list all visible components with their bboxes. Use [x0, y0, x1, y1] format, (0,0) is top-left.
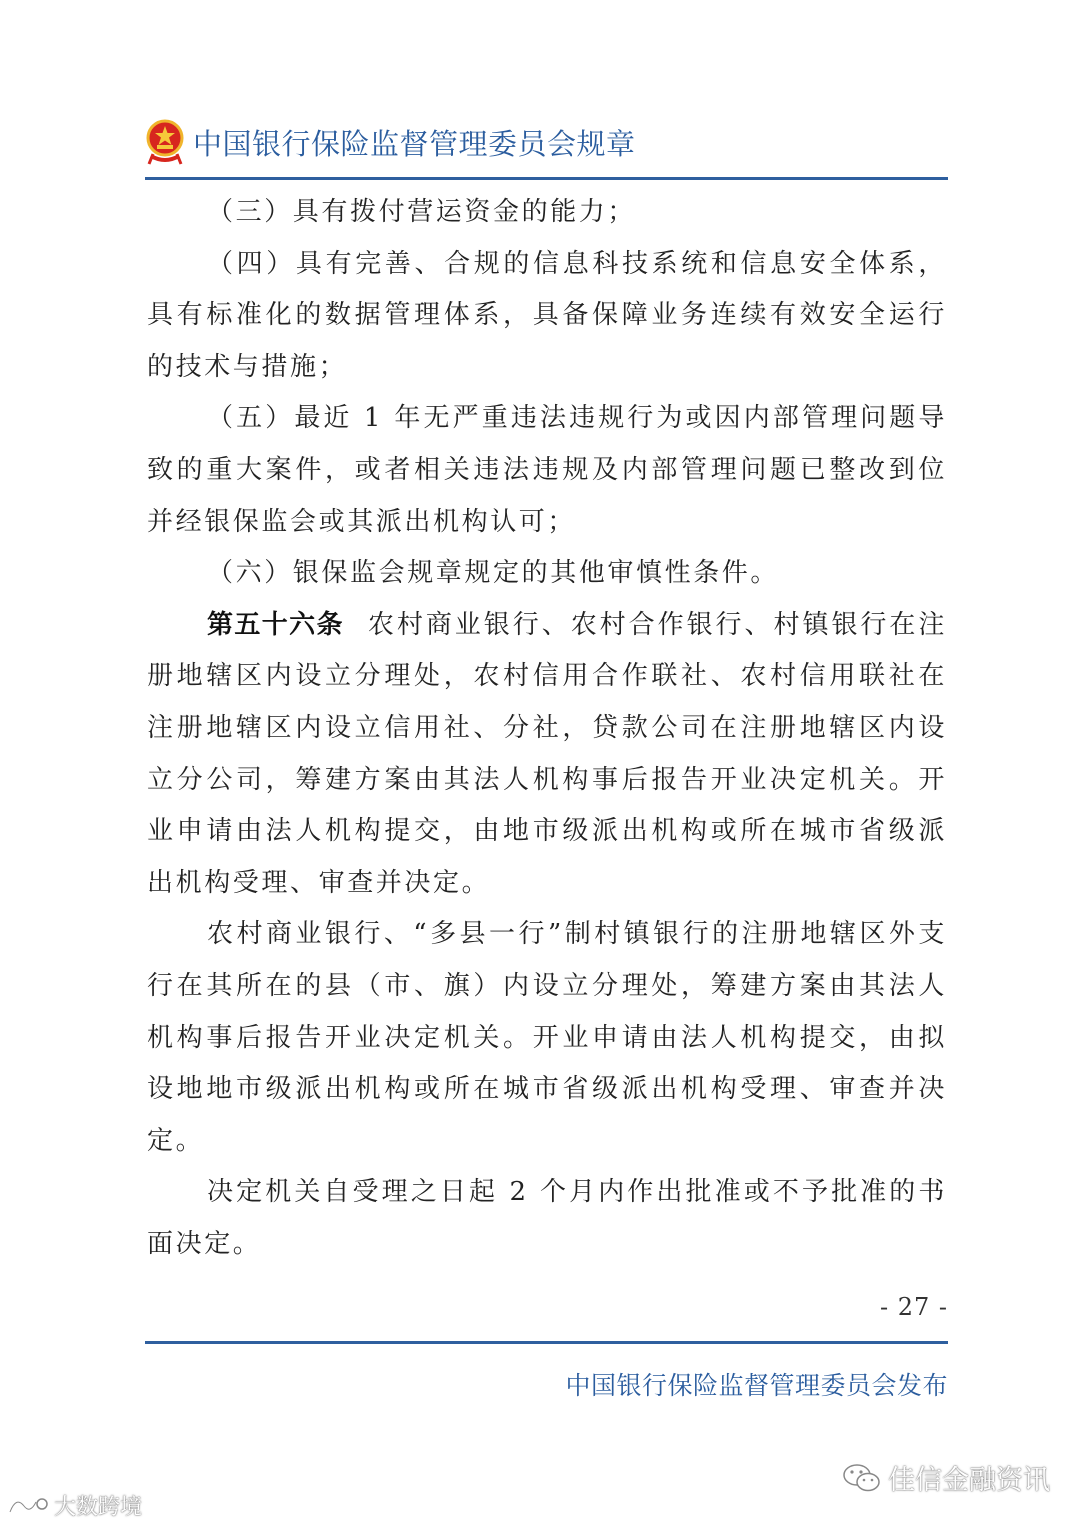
paragraph	[147, 1167, 947, 1270]
paragraph	[147, 909, 947, 1167]
paragraph-text: （三）具有拨付营运资金的能力；	[207, 197, 637, 227]
page-header	[145, 112, 950, 172]
paragraph-text: （六）银保监会规章规定的其他审慎性条件。	[207, 558, 780, 589]
paragraph-text: 农村商业银行、“多县一行”制村镇银行的注册地辖区外支行在其所在的县（市、旗）内设立分理处，筹建方案由其法人机构事后报告开业决定机关。开业申请由法人机构提交，由拟设地地市级派出机构或所在城市省级派出机构受理、审查并决定。	[147, 919, 947, 1156]
wechat-icon	[842, 1461, 882, 1495]
footer-divider	[145, 1341, 948, 1344]
article-paragraph	[147, 600, 947, 910]
paragraph	[147, 239, 947, 394]
footer-publisher: 中国银行保险监督管理委员会发布	[565, 1371, 948, 1400]
paragraph	[147, 548, 947, 600]
header-divider	[145, 177, 948, 180]
watermark-logo-icon	[6, 1492, 50, 1520]
page-number: - 27 -	[879, 1293, 948, 1321]
watermark-right	[842, 1458, 1050, 1497]
national-emblem-icon	[145, 118, 185, 166]
watermark-left-text: 大数跨境	[54, 1495, 143, 1520]
watermark-left	[6, 1490, 142, 1521]
document-body	[147, 187, 947, 1270]
paragraph-text: 决定机关自受理之日起 2 个月内作出批准或不予批准的书面决定。	[147, 1177, 947, 1259]
paragraph-text: （五）最近 1 年无严重违法违规行为或因内部管理问题导致的重大案件，或者相关违法违规及内部管理问题已整改到位并经银保监会或其派出机构认可；	[147, 403, 947, 537]
article-number: 第五十六条	[207, 609, 344, 640]
paragraph	[147, 393, 947, 548]
paragraph-text: （四）具有完善、合规的信息科技系统和信息安全体系，具有标准化的数据管理体系，具备保障业务连续有效安全运行的技术与措施；	[147, 248, 947, 382]
paragraph	[147, 187, 947, 239]
paragraph-text: 农村商业银行、农村合作银行、村镇银行在注册地辖区内设立分理处，农村信用合作联社、农村信用联社在注册地辖区内设立信用社、分社，贷款公司在注册地辖区内设立分公司，筹建方案由其法人机构事后报告开业决定机关。开业申请由法人机构提交，由地市级派出机构或所在城市省级派出机构受理、审查并决定。	[147, 609, 947, 898]
watermark-right-text: 佳信金融资讯	[888, 1465, 1050, 1496]
header-title: 中国银行保险监督管理委员会规章	[193, 126, 636, 161]
